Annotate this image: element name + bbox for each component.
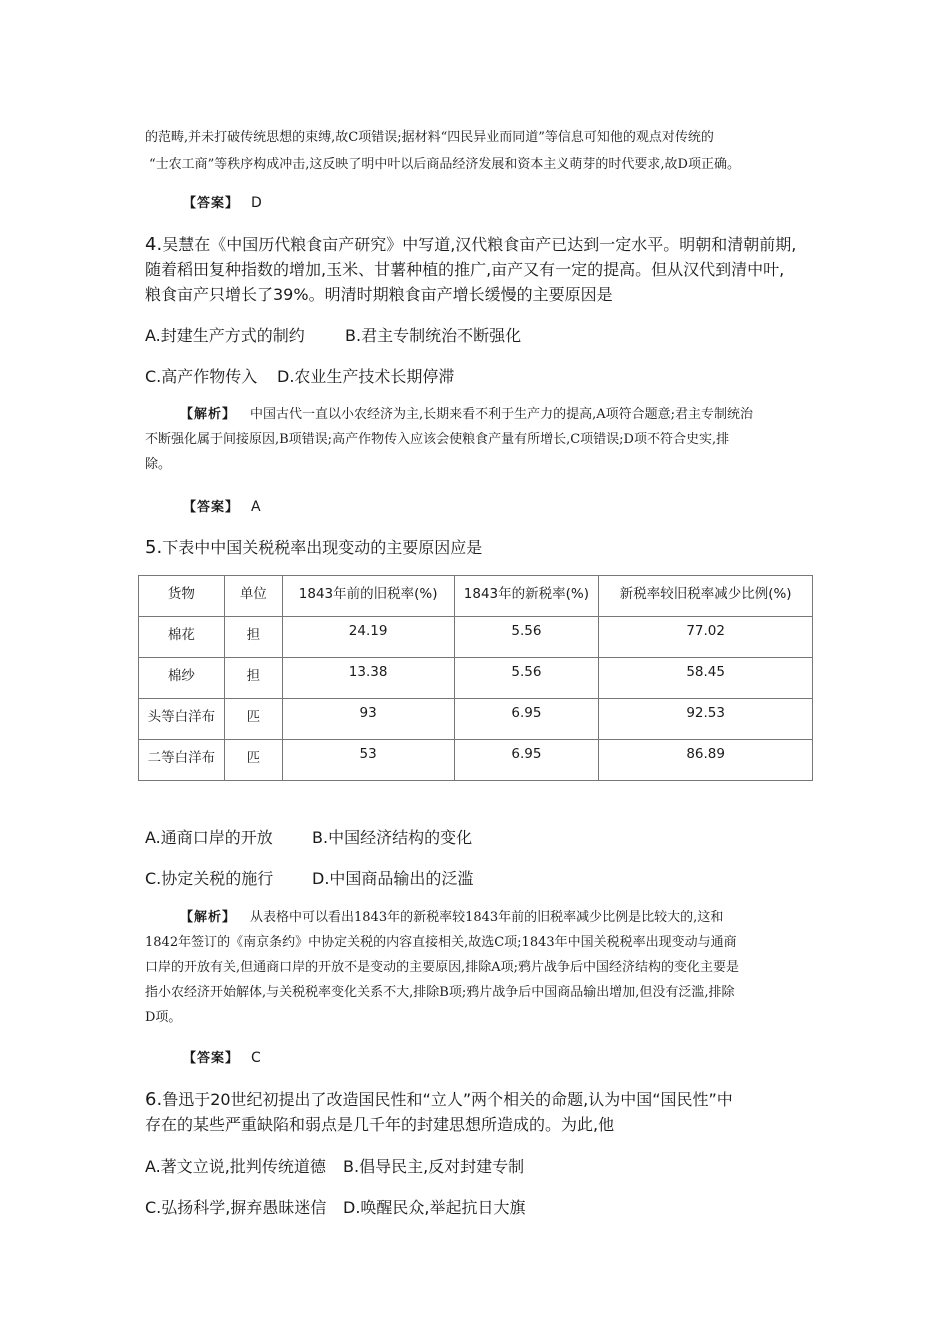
table-cell: 6.95: [454, 740, 599, 781]
q4-option-c: C.高产作物传入: [145, 367, 258, 386]
prev-answer: [183, 192, 262, 211]
question-number: 4.: [145, 234, 163, 255]
table-cell: 二等白洋布: [139, 740, 225, 781]
question-number: 5.: [145, 537, 163, 558]
answer-tag: 【答案】: [183, 1051, 240, 1066]
table-row: [139, 740, 813, 781]
table-cell: 93: [282, 699, 454, 740]
table-cell: 担: [224, 658, 282, 699]
q6-stem-line-2: 存在的某些严重缺陷和弱点是几千年的封建思想所造成的。为此,他: [145, 1115, 615, 1134]
q5-option-b: B.中国经济结构的变化: [312, 828, 473, 847]
table-cell: 棉花: [139, 617, 225, 658]
table-header-row: [139, 576, 813, 617]
table-cell: 棉纱: [139, 658, 225, 699]
answer-value: D: [251, 195, 262, 211]
q4-stem-line-3: 粮食亩产只增长了39%。明清时期粮食亩产增长缓慢的主要原因是: [145, 285, 613, 304]
tax-rate-table: [138, 575, 813, 781]
analysis-tag: 【解析】: [180, 407, 237, 422]
table-cell: 头等白洋布: [139, 699, 225, 740]
q6-option-c: C.弘扬科学,摒弃愚昧迷信: [145, 1198, 327, 1217]
q5-answer: [183, 1047, 261, 1066]
table-header-cell: 货物: [139, 576, 225, 617]
q4-option-b: B.君主专制统治不断强化: [345, 326, 522, 345]
table-cell: 匹: [224, 740, 282, 781]
prev-analysis-line-1: 的范畴,并未打破传统思想的束缚,故C项错误;据材料“四民异业而同道”等信息可知他的观点对传统的: [145, 130, 714, 145]
q4-answer: [183, 496, 261, 515]
answer-tag: 【答案】: [183, 196, 240, 211]
q4-option-d: D.农业生产技术长期停滞: [277, 367, 455, 386]
table-row: [139, 658, 813, 699]
table-cell: 5.56: [454, 658, 599, 699]
q5-stem: 5.下表中中国关税税率出现变动的主要原因应是: [145, 537, 483, 558]
answer-value: C: [251, 1050, 261, 1066]
table-header-cell: 新税率较旧税率减少比例(%): [599, 576, 813, 617]
q5-analysis-line-5: D项。: [145, 1010, 182, 1025]
q4-stem-line-1: 4.吴慧在《中国历代粮食亩产研究》中写道,汉代粮食亩产已达到一定水平。明朝和清朝前期,: [145, 234, 797, 255]
table-header-cell: 1843年的新税率(%): [454, 576, 599, 617]
table-cell: 6.95: [454, 699, 599, 740]
table-cell: 担: [224, 617, 282, 658]
table-cell: 匹: [224, 699, 282, 740]
q4-analysis-line-1: 【解析】 中国古代一直以小农经济为主,长期来看不利于生产力的提高,A项符合题意;君主专制统治: [180, 407, 754, 422]
q5-analysis-line-3: 口岸的开放有关,但通商口岸的开放不是变动的主要原因,排除A项;鸦片战争后中国经济结构的变化主要是: [145, 960, 740, 975]
q4-analysis-line-2: 不断强化属于间接原因,B项错误;高产作物传入应该会使粮食产量有所增长,C项错误;D项不符合史实,排: [145, 432, 730, 447]
table-cell: 92.53: [599, 699, 813, 740]
question-number: 6.: [145, 1089, 163, 1110]
q5-analysis-line-4: 指小农经济开始解体,与关税税率变化关系不大,排除B项;鸦片战争后中国商品输出增加,但没有泛滥,排除: [145, 985, 735, 1000]
table-cell: 58.45: [599, 658, 813, 699]
q5-analysis-line-1: 【解析】 从表格中可以看出1843年的新税率较1843年前的旧税率减少比例是比较大的,这和: [180, 910, 724, 925]
table-row: [139, 699, 813, 740]
q5-analysis-line-2: 1842年签订的《南京条约》中协定关税的内容直接相关,故选C项;1843年中国关税税率出现变动与通商: [145, 935, 737, 950]
answer-tag: 【答案】: [183, 500, 240, 515]
table-row: [139, 617, 813, 658]
prev-analysis-line-2: “士农工商”等秩序构成冲击,这反映了明中叶以后商品经济发展和资本主义萌芽的时代要求,故D项正确。: [149, 157, 740, 172]
q4-option-a: A.封建生产方式的制约: [145, 326, 305, 345]
table-cell: 86.89: [599, 740, 813, 781]
q5-option-d: D.中国商品输出的泛滥: [312, 869, 474, 888]
q4-stem-line-2: 随着稻田复种指数的增加,玉米、甘薯种植的推广,亩产又有一定的提高。但从汉代到清中叶,: [145, 260, 785, 279]
q4-analysis-line-3: 除。: [145, 457, 172, 472]
answer-value: A: [251, 499, 261, 515]
table-cell: 77.02: [599, 617, 813, 658]
analysis-tag: 【解析】: [180, 910, 237, 925]
q5-option-c: C.协定关税的施行: [145, 869, 274, 888]
table-cell: 24.19: [282, 617, 454, 658]
q6-option-d: D.唤醒民众,举起抗日大旗: [343, 1198, 526, 1217]
table-cell: 5.56: [454, 617, 599, 658]
q6-option-b: B.倡导民主,反对封建专制: [343, 1157, 525, 1176]
table-cell: 53: [282, 740, 454, 781]
table-cell: 13.38: [282, 658, 454, 699]
q5-option-a: A.通商口岸的开放: [145, 828, 273, 847]
table-header-cell: 1843年前的旧税率(%): [282, 576, 454, 617]
q6-option-a: A.著文立说,批判传统道德: [145, 1157, 326, 1176]
q6-stem-line-1: 6.鲁迅于20世纪初提出了改造国民性和“立人”两个相关的命题,认为中国“国民性”中: [145, 1089, 733, 1110]
table-header-cell: 单位: [224, 576, 282, 617]
